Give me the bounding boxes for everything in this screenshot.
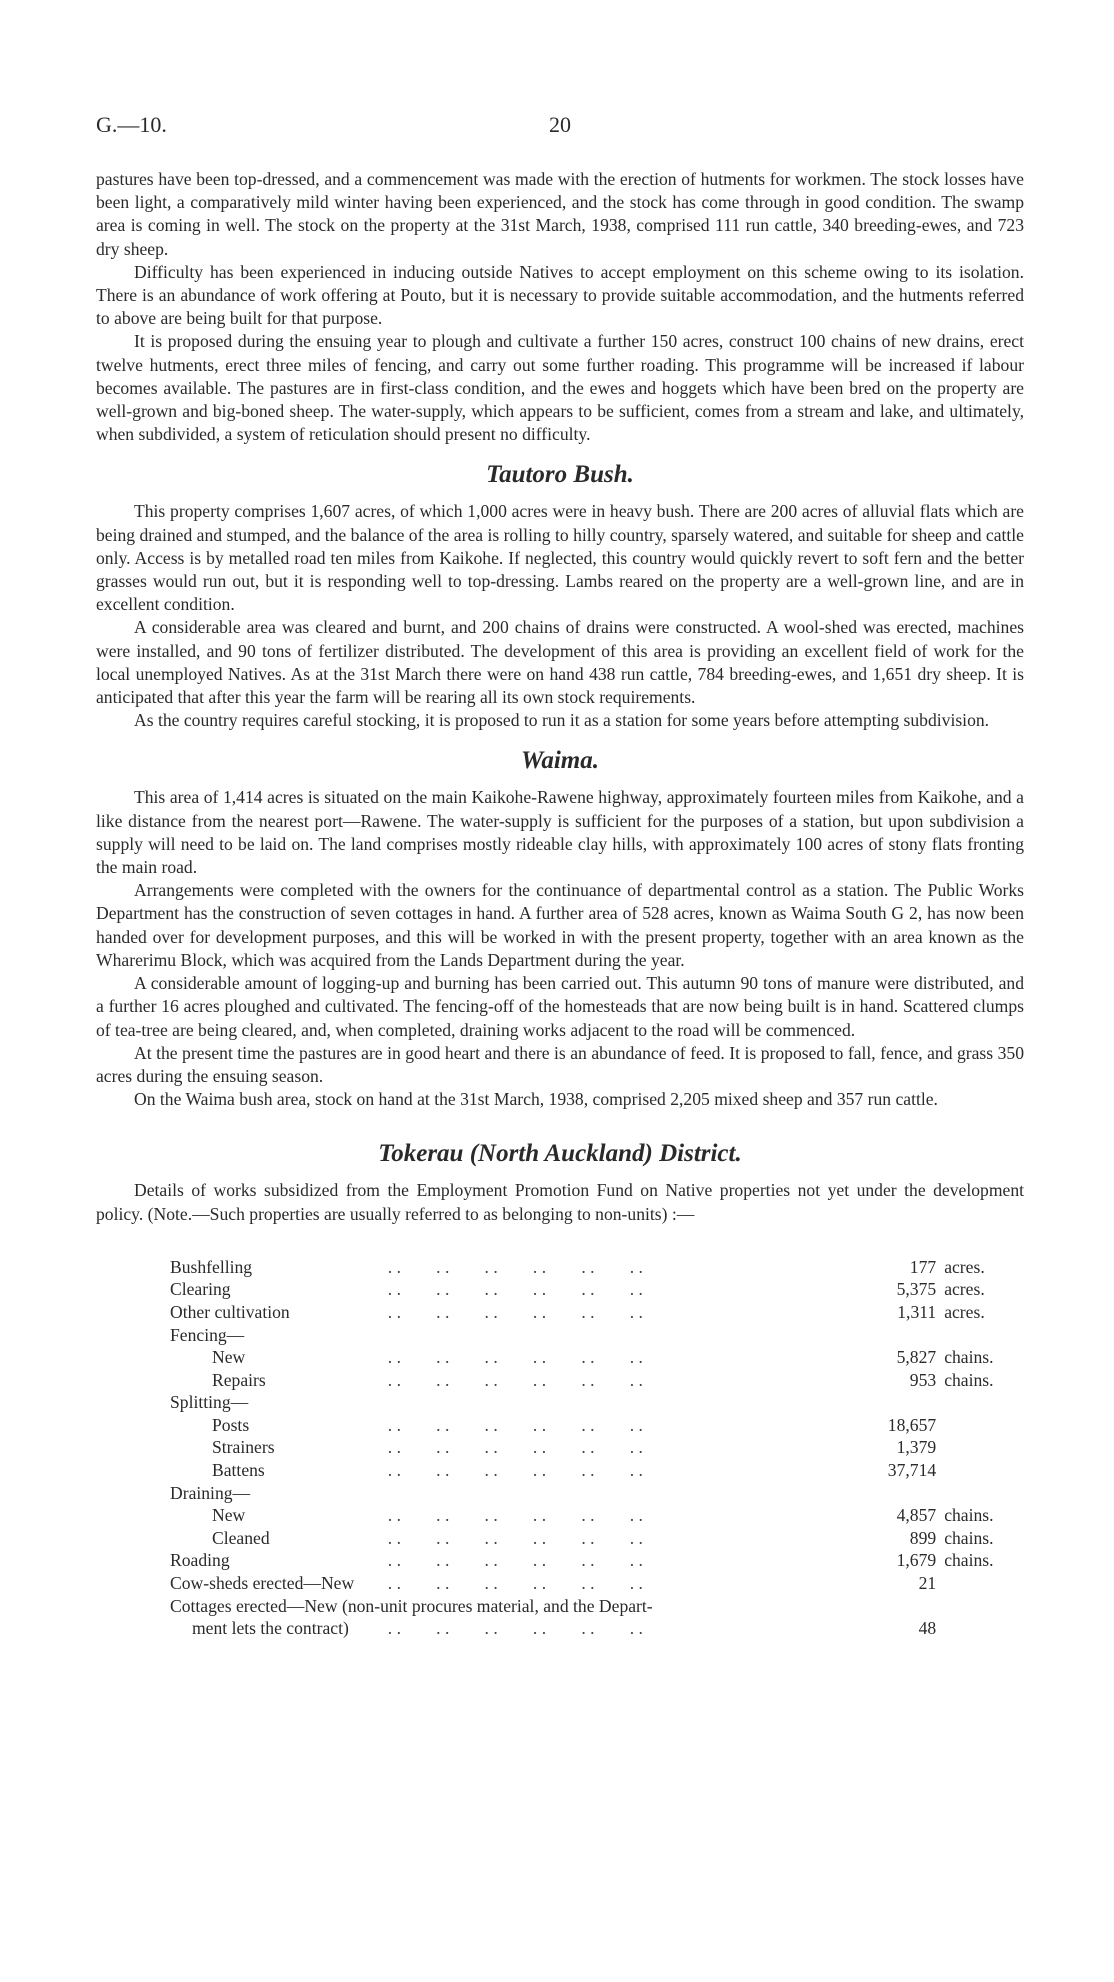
waima-heading: Waima. bbox=[520, 747, 599, 775]
tautoro-paragraph-1: This property comprises 1,607 acres, of which 1,000 acres were in heavy bush. There are 200 acres of alluvial flats which are being drained and stumped, and the balance of the area is rolling to hilly country, sparsely watered, and suitable for sheep and cattle only. Access is by metalled road ten miles from Kaikohe. If neglected, this country would quickly revert to soft fern and the better grasses would run out, but it is responding well to top-dressing. Lambs reared on the property are a well-grown line, and are in excellent condition. bbox=[96, 501, 1024, 615]
row-label: Fencing— bbox=[170, 1324, 245, 1345]
page-header bbox=[96, 112, 1024, 142]
row-value: 5,375 bbox=[896, 1279, 937, 1300]
table-row bbox=[170, 1595, 1024, 1618]
row-unit bbox=[936, 1324, 1024, 1347]
row-label: Bushfelling bbox=[170, 1256, 253, 1277]
row-label: Other cultivation bbox=[170, 1301, 290, 1322]
table-row bbox=[170, 1482, 1024, 1505]
leader-dots: . . . . . . . . . . . . bbox=[387, 1550, 643, 1571]
row-label: Cow-sheds erected—New bbox=[170, 1573, 355, 1594]
leader-dots: . . . . . . . . . . . . bbox=[387, 1573, 643, 1594]
table-row bbox=[170, 1369, 1024, 1392]
row-value: 4,857 bbox=[896, 1505, 937, 1526]
row-unit: acres. bbox=[944, 1301, 985, 1322]
row-unit bbox=[936, 1391, 1024, 1414]
table-row bbox=[170, 1414, 1024, 1437]
leader-dots: . . . . . . . . . . . . bbox=[387, 1369, 643, 1390]
leader-dots: . . . . . . . . . . . . bbox=[387, 1527, 643, 1548]
table-row bbox=[170, 1572, 1024, 1595]
leader-dots: . . . . . . . . . . . . bbox=[387, 1460, 643, 1481]
leader-dots: . . . . . . . . . . . . bbox=[387, 1505, 643, 1526]
leader-dots: . . . . . . . . . . . . bbox=[387, 1256, 643, 1277]
row-label: Roading bbox=[170, 1550, 230, 1571]
table-row bbox=[170, 1256, 1024, 1279]
leader-dots bbox=[388, 1324, 865, 1347]
row-label: Splitting— bbox=[170, 1392, 249, 1413]
table-row bbox=[170, 1301, 1024, 1324]
leader-dots: . . . . . . . . . . . . bbox=[387, 1437, 643, 1458]
waima-paragraph-3: A considerable amount of logging-up and burning has been carried out. This autumn 90 tons of manure were distributed, and a further 16 acres ploughed and cultivated. The fencing-off of the homesteads that are now being built is in hand. Scattered clumps of tea-tree are being cleared, and, when completed, draining works adjacent to the road will be commenced. bbox=[96, 973, 1024, 1040]
tokerau-section bbox=[96, 1139, 1024, 1640]
document-reference: G.—10. bbox=[96, 112, 167, 137]
row-label: ment lets the contract) bbox=[192, 1618, 349, 1639]
waima-paragraph-5: On the Waima bush area, stock on hand at the 31st March, 1938, comprised 2,205 mixed sheep and 357 run cattle. bbox=[134, 1089, 938, 1110]
row-label: New bbox=[212, 1505, 246, 1526]
row-label: Repairs bbox=[212, 1369, 266, 1390]
row-unit: chains. bbox=[944, 1527, 994, 1548]
row-unit bbox=[936, 1414, 1024, 1437]
row-unit bbox=[936, 1482, 1024, 1505]
row-value: 177 bbox=[909, 1256, 937, 1277]
row-unit: chains. bbox=[944, 1505, 994, 1526]
tokerau-intro: Details of works subsidized from the Employment Promotion Fund on Native properties not yet under the development policy. (Note.—Such properties are usually referred to as belonging to non-units) :— bbox=[96, 1180, 1024, 1224]
row-value bbox=[864, 1391, 936, 1414]
table-row bbox=[170, 1278, 1024, 1301]
leader-dots: . . . . . . . . . . . . bbox=[387, 1347, 643, 1368]
row-label: Battens bbox=[212, 1460, 265, 1481]
row-unit: chains. bbox=[944, 1369, 994, 1390]
waima-section bbox=[96, 746, 1024, 1111]
row-value: 18,657 bbox=[887, 1414, 937, 1435]
row-label: New bbox=[212, 1347, 246, 1368]
leader-dots bbox=[388, 1482, 865, 1505]
row-value: 37,714 bbox=[887, 1460, 937, 1481]
page-number: 20 bbox=[549, 112, 571, 137]
waima-paragraph-1: This area of 1,414 acres is situated on the main Kaikohe-Rawene highway, approximately fourteen miles from Kaikohe, and a like distance from the nearest port—Rawene. The water-supply is sufficient for the purposes of a station, but upon subdivision a supply will need to be laid on. The land comprises mostly rideable clay hills, with approximately 100 acres of stony flats fronting the main road. bbox=[96, 787, 1024, 878]
waima-paragraph-4: At the present time the pastures are in good heart and there is an abundance of feed. It is proposed to fall, fence, and grass 350 acres during the ensuing season. bbox=[96, 1042, 1024, 1086]
leader-dots: . . . . . . . . . . . . bbox=[387, 1279, 643, 1300]
intro-paragraph-2: Difficulty has been experienced in inducing outside Natives to accept employment on this scheme owing to its isolation. There is an abundance of work offering at Pouto, but it is necessary to provide suitable accommodation, and the hutments referred to above are being built for that purpose. bbox=[96, 261, 1024, 329]
row-label: Cottages erected—New (non-unit procures material, and the Depart- bbox=[170, 1595, 653, 1616]
intro-paragraph-3: It is proposed during the ensuing year to plough and cultivate a further 150 acres, construct 100 chains of new drains, erect twelve hutments, erect three miles of fencing, and carry out some further roading. This programme will be increased if labour becomes available. The pastures are in first-class condition, and the ewes and hoggets which have been bred on the property are well-grown and big-boned sheep. The water-supply, which appears to be sufficient, comes from a stream and lake, and ultimately, when subdivided, a system of reticulation should present no difficulty. bbox=[96, 331, 1024, 445]
row-label: Draining— bbox=[170, 1482, 251, 1503]
row-value: 1,311 bbox=[897, 1301, 937, 1322]
row-label: Cleaned bbox=[212, 1527, 270, 1548]
table-row bbox=[170, 1527, 1024, 1550]
row-value: 899 bbox=[909, 1527, 937, 1548]
tautoro-heading: Tautoro Bush. bbox=[486, 461, 634, 489]
row-unit: chains. bbox=[944, 1347, 994, 1368]
leader-dots: . . . . . . . . . . . . bbox=[387, 1301, 643, 1322]
table-row bbox=[170, 1617, 1024, 1640]
row-value: 21 bbox=[918, 1573, 937, 1594]
row-unit: chains. bbox=[944, 1550, 994, 1571]
leader-dots: . . . . . . . . . . . . bbox=[387, 1618, 643, 1639]
row-label: Posts bbox=[212, 1414, 250, 1435]
table-row bbox=[170, 1459, 1024, 1482]
tautoro-paragraph-3: As the country requires careful stocking, it is proposed to run it as a station for some years before attempting subdivision. bbox=[134, 710, 990, 731]
intro-section bbox=[96, 168, 1024, 446]
table-row bbox=[170, 1346, 1024, 1369]
works-table bbox=[170, 1256, 1024, 1640]
tokerau-heading: Tokerau (North Auckland) District. bbox=[378, 1140, 742, 1168]
row-unit bbox=[936, 1459, 1024, 1482]
row-label: Clearing bbox=[170, 1279, 231, 1300]
row-unit: acres. bbox=[944, 1256, 985, 1277]
row-value: 1,679 bbox=[896, 1550, 937, 1571]
table-row bbox=[170, 1549, 1024, 1572]
row-unit: acres. bbox=[944, 1279, 985, 1300]
leader-dots bbox=[388, 1391, 865, 1414]
table-row bbox=[170, 1391, 1024, 1414]
row-value: 1,379 bbox=[896, 1437, 937, 1458]
row-value: 48 bbox=[918, 1618, 937, 1639]
row-value: 5,827 bbox=[896, 1347, 937, 1368]
row-value: 953 bbox=[909, 1369, 937, 1390]
waima-paragraph-2: Arrangements were completed with the owners for the continuance of departmental control as a station. The Public Works Department has the construction of seven cottages in hand. A further area of 528 acres, known as Waima South G 2, has now been handed over for development purposes, and this will be worked in with the present property, together with an area known as the Wharerimu Block, which was acquired from the Lands Department during the year. bbox=[96, 880, 1024, 970]
row-value bbox=[864, 1482, 936, 1505]
table-row bbox=[170, 1324, 1024, 1347]
leader-dots: . . . . . . . . . . . . bbox=[387, 1414, 643, 1435]
table-row bbox=[170, 1436, 1024, 1459]
intro-paragraph-1: pastures have been top-dressed, and a commencement was made with the erection of hutments for workmen. The stock losses have been light, a comparatively mild winter having been experienced, and the stock has come through in good condition. The swamp area is coming in well. The stock on the property at the 31st March, 1938, comprised 111 run cattle, 340 breeding-ewes, and 723 dry sheep. bbox=[96, 169, 1024, 259]
table-row bbox=[170, 1504, 1024, 1527]
document-body bbox=[96, 168, 1024, 1640]
row-unit bbox=[936, 1436, 1024, 1459]
tautoro-section bbox=[96, 460, 1024, 732]
row-value bbox=[864, 1324, 936, 1347]
tautoro-paragraph-2: A considerable area was cleared and burnt, and 200 chains of drains were constructed. A wool-shed was erected, machines were installed, and 90 tons of fertilizer distributed. The development of this area is providing an excellent field of work for the local unemployed Natives. As at the 31st March there were on hand 438 run cattle, 784 breeding-ewes, and 1,651 dry sheep. It is anticipated that after this year the farm will be rearing all its own stock requirements. bbox=[96, 617, 1024, 708]
row-label: Strainers bbox=[212, 1437, 275, 1458]
row-unit bbox=[936, 1572, 1024, 1595]
